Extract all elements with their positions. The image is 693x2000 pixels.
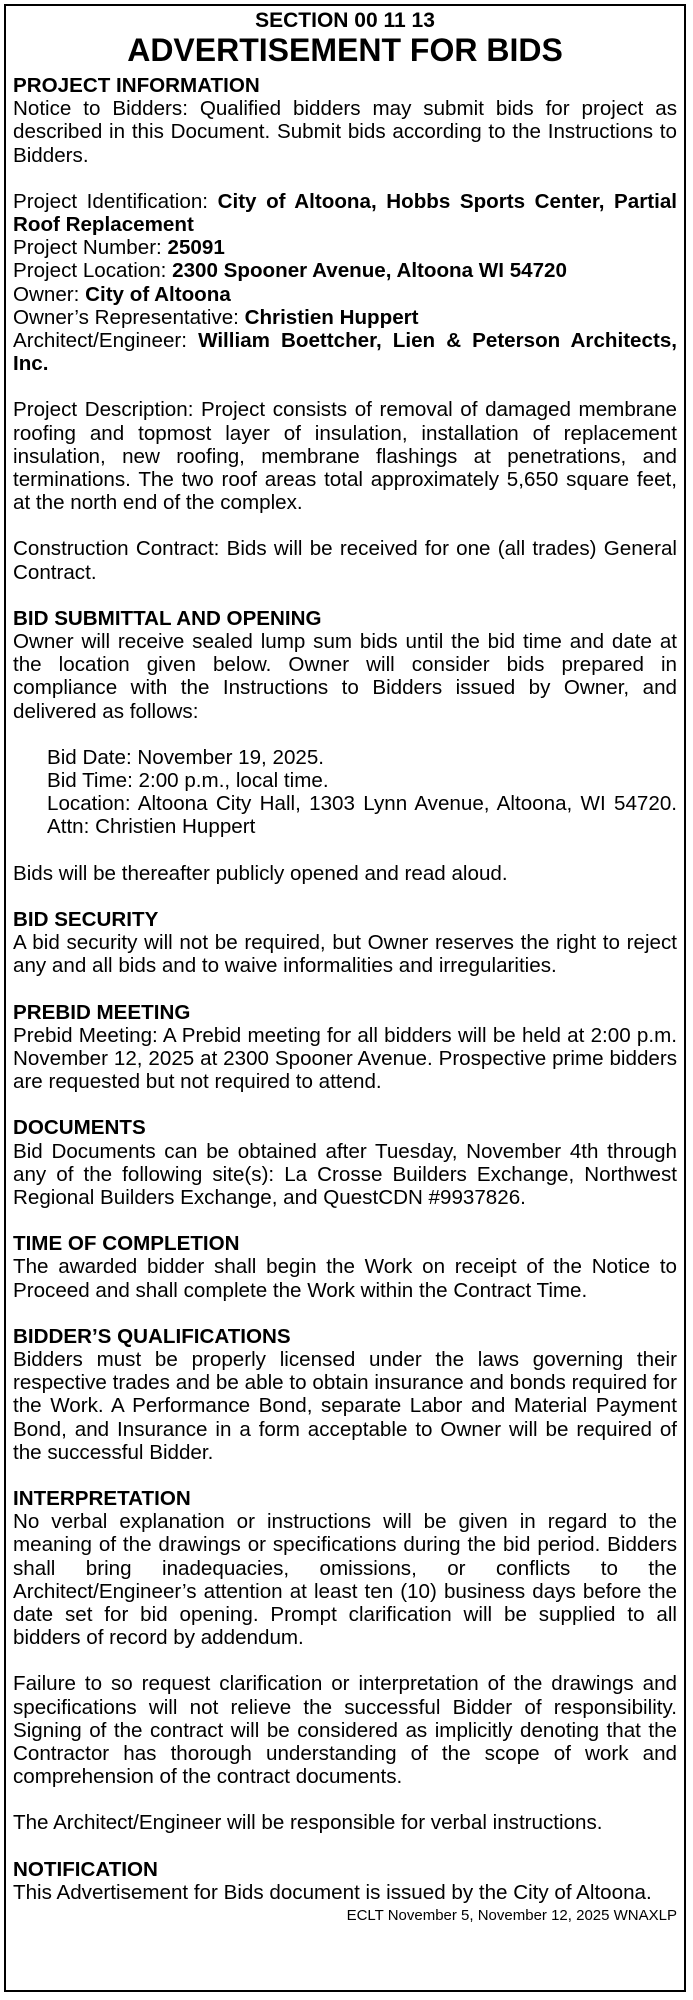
publication-footer: ECLT November 5, November 12, 2025 WNAXLP bbox=[346, 1907, 677, 1924]
bids-opened: Bids will be thereafter publicly opened and read aloud. bbox=[13, 861, 508, 885]
interpretation-heading: INTERPRETATION bbox=[13, 1486, 191, 1510]
bid-submittal-heading: BID SUBMITTAL AND OPENING bbox=[13, 606, 322, 630]
section-number: SECTION 00 11 13 bbox=[255, 9, 435, 32]
project-information-heading: PROJECT INFORMATION bbox=[13, 74, 260, 97]
bid-security-body: A bid security will not be required, but Owner reserves the right to reject any and all bids and to waive informalities and irregularities. bbox=[13, 931, 677, 978]
prebid-body: Prebid Meeting: A Prebid meeting for all bidders will be held at 2:00 p.m. November 12, 2025 at 2300 Spooner Avenue. Prospective prime bidders are requested but not required to attend. bbox=[13, 1023, 677, 1094]
construction-contract: Construction Contract: Bids will be received for one (all trades) General Contract. bbox=[13, 537, 677, 584]
documents-heading: DOCUMENTS bbox=[13, 1116, 146, 1140]
architect-engineer: Architect/Engineer: William Boettcher, Lien & Peterson Architects, Inc. bbox=[13, 329, 677, 376]
project-number: Project Number: 25091 bbox=[13, 236, 225, 260]
project-location: Project Location: 2300 Spooner Avenue, Altoona WI 54720 bbox=[13, 259, 567, 283]
project-identification: Project Identification: City of Altoona, Hobbs Sports Center, Partial Roof Replacement bbox=[13, 189, 677, 237]
notification-body: This Advertisement for Bids document is issued by the City of Altoona. bbox=[13, 1880, 652, 1904]
documents-body: Bid Documents can be obtained after Tuesday, November 4th through any of the following site(s): La Crosse Builders Exchange, Northwest Regional Builders Exchange, and QuestCDN #9937826. bbox=[13, 1139, 677, 1209]
bid-location: Location: Altoona City Hall, 1303 Lynn Avenue, Altoona, WI 54720. Attn: Christien Huppert bbox=[47, 792, 677, 839]
owner: Owner: City of Altoona bbox=[13, 282, 231, 306]
completion-heading: TIME OF COMPLETION bbox=[13, 1232, 240, 1256]
bid-security-heading: BID SECURITY bbox=[13, 907, 159, 931]
interpretation-body-1: No verbal explanation or instructions will be given in regard to the meaning of the drawings or specifications during the bid period. Bidders shall bring inadequacies, omissions, or conflicts to the Architect/Engineer’s attention at least ten (10) business days before the date set for bid opening. Prompt clarification will be supplied to all bidders of record by addendum. bbox=[13, 1510, 677, 1650]
completion-body: The awarded bidder shall begin the Work on receipt of the Notice to Proceed and shall complete the Work within the Contract Time. bbox=[13, 1255, 677, 1302]
notification-heading: NOTIFICATION bbox=[13, 1857, 158, 1881]
advertisement-notice bbox=[4, 4, 686, 1992]
bid-submittal-body: Owner will receive sealed lump sum bids until the bid time and date at the location given below. Owner will consider bids prepared in compliance with the Instructions to Bidders issued by Owner, and delivered as follows: bbox=[13, 630, 677, 723]
bid-time: Bid Time: 2:00 p.m., local time. bbox=[47, 769, 329, 793]
bid-date: Bid Date: November 19, 2025. bbox=[47, 745, 325, 769]
owner-representative: Owner’s Representative: Christien Huppert bbox=[13, 305, 419, 329]
qualifications-heading: BIDDER’S QUALIFICATIONS bbox=[13, 1324, 291, 1348]
interpretation-body-2: Failure to so request clarification or interpretation of the drawings and specifications will not relieve the successful Bidder of responsibility. Signing of the contract will be considered as implicitly denoting that the Contractor has thorough understanding of the scope of work and comprehension of the contract documents. bbox=[13, 1672, 677, 1789]
notice-to-bidders: Notice to Bidders: Qualified bidders may submit bids for project as described in this Document. Submit bids according to the Instructions to Bidders. bbox=[13, 97, 677, 167]
project-description: Project Description: Project consists of removal of damaged membrane roofing and topmost layer of insulation, installation of replacement insulation, new roofing, membrane flashings at penetrations, and terminations. The two roof areas total approximately 5,650 square feet, at the north end of the complex. bbox=[13, 398, 677, 515]
prebid-heading: PREBID MEETING bbox=[13, 1000, 191, 1024]
page-title: ADVERTISEMENT FOR BIDS bbox=[127, 32, 563, 68]
interpretation-body-3: The Architect/Engineer will be responsible for verbal instructions. bbox=[13, 1811, 603, 1835]
qualifications-body: Bidders must be properly licensed under the laws governing their respective trades and be able to obtain insurance and bonds required for the Work. A Performance Bond, separate Labor and Material Payment Bond, and Insurance in a form acceptable to Owner will be required of the successful Bidder. bbox=[13, 1347, 677, 1464]
